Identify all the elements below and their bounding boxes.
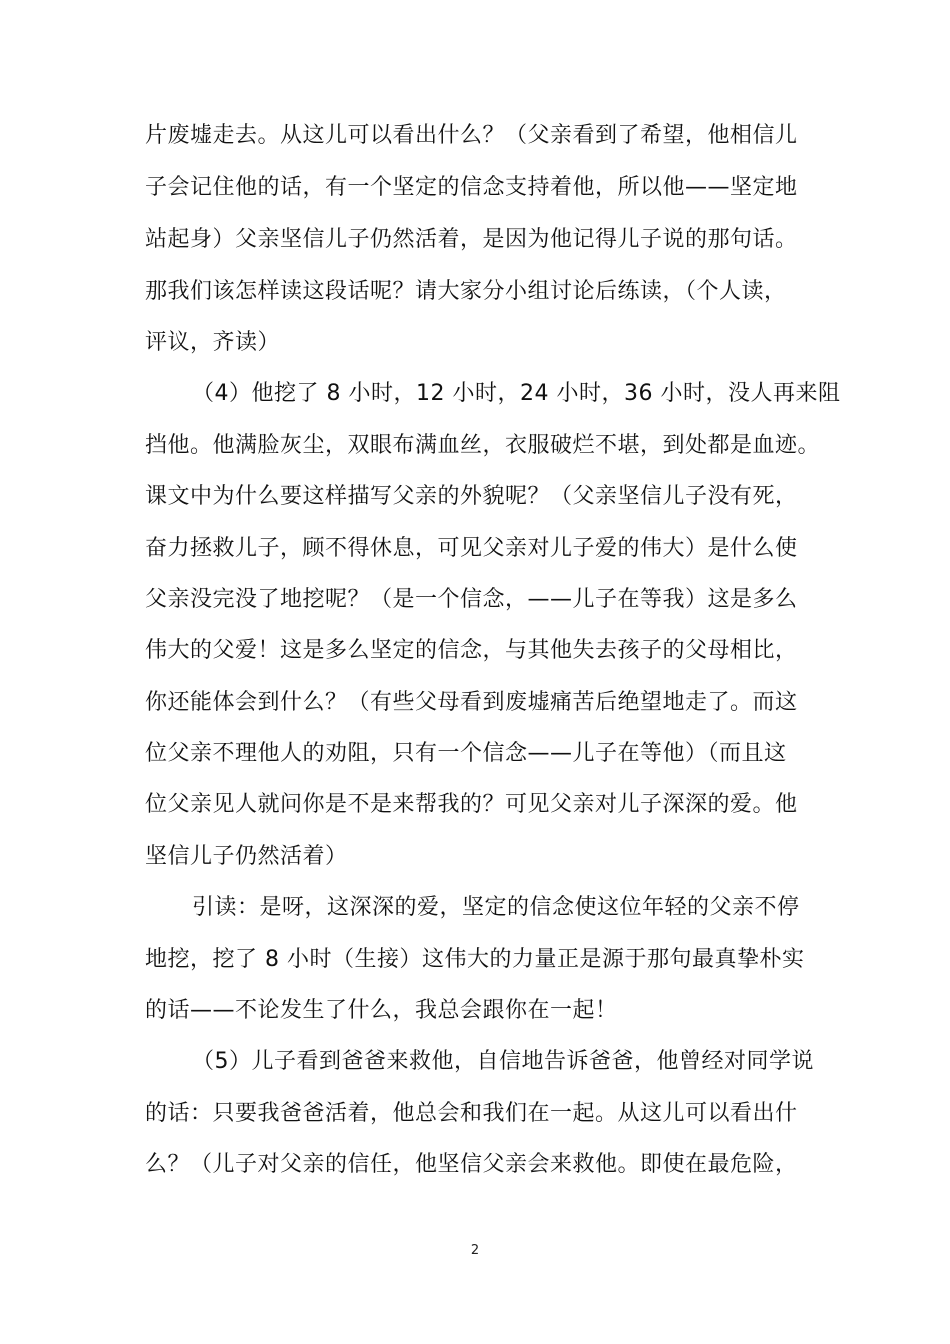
- text-line: 位父亲见人就问你是不是来帮我的？可见父亲对儿子深深的爱。他: [145, 792, 798, 817]
- paragraph-4-first-line: （4）他挖了 8 小时，12 小时，24 小时，36 小时，没人再来阻: [192, 381, 841, 406]
- text-line: 片废墟走去。从这儿可以看出什么？（父亲看到了希望，他相信儿: [145, 123, 798, 148]
- text-line: 挡他。他满脸灰尘，双眼布满血丝，衣服破烂不堪，到处都是血迹。: [145, 433, 821, 458]
- text-line: 的话：只要我爸爸活着，他总会和我们在一起。从这儿可以看出什: [145, 1101, 798, 1126]
- page-number: 2: [470, 1243, 480, 1258]
- text-line: 伟大的父爱！这是多么坚定的信念，与其他失去孩子的父母相比，: [145, 638, 798, 663]
- text-line: 站起身）父亲坚信儿子仍然活着，是因为他记得儿子说的那句话。: [145, 227, 798, 252]
- text-line: 么？（儿子对父亲的信任，他坚信父亲会来救他。即使在最危险，: [145, 1152, 798, 1177]
- text-line: 评议，齐读）: [145, 330, 281, 355]
- text-line: 位父亲不理他人的劝阻，只有一个信念——儿子在等他）（而且这: [145, 741, 787, 766]
- text-line: 你还能体会到什么？（有些父母看到废墟痛苦后绝望地走了。而这: [145, 690, 798, 715]
- text-line: 的话——不论发生了什么，我总会跟你在一起！: [145, 998, 618, 1023]
- text-line: 坚信儿子仍然活着）: [145, 844, 348, 869]
- text-line: 那我们该怎样读这段话呢？请大家分小组讨论后练读，（个人读，: [145, 279, 787, 304]
- paragraph-5-first-line: （5）儿子看到爸爸来救他，自信地告诉爸爸，他曾经对同学说: [192, 1049, 814, 1074]
- text-line: 地挖，挖了 8 小时（生接）这伟大的力量正是源于那句最真挚朴实: [145, 947, 805, 972]
- paragraph-yindu-first-line: 引读：是呀，这深深的爱，坚定的信念使这位年轻的父亲不停: [192, 895, 800, 920]
- text-line: 父亲没完没了地挖呢？（是一个信念，——儿子在等我）这是多么: [145, 587, 798, 612]
- text-line: 奋力拯救儿子，顾不得休息，可见父亲对儿子爱的伟大）是什么使: [145, 536, 798, 561]
- text-line: 课文中为什么要这样描写父亲的外貌呢？（父亲坚信儿子没有死，: [145, 484, 798, 509]
- text-line: 子会记住他的话，有一个坚定的信念支持着他，所以他——坚定地: [145, 175, 798, 200]
